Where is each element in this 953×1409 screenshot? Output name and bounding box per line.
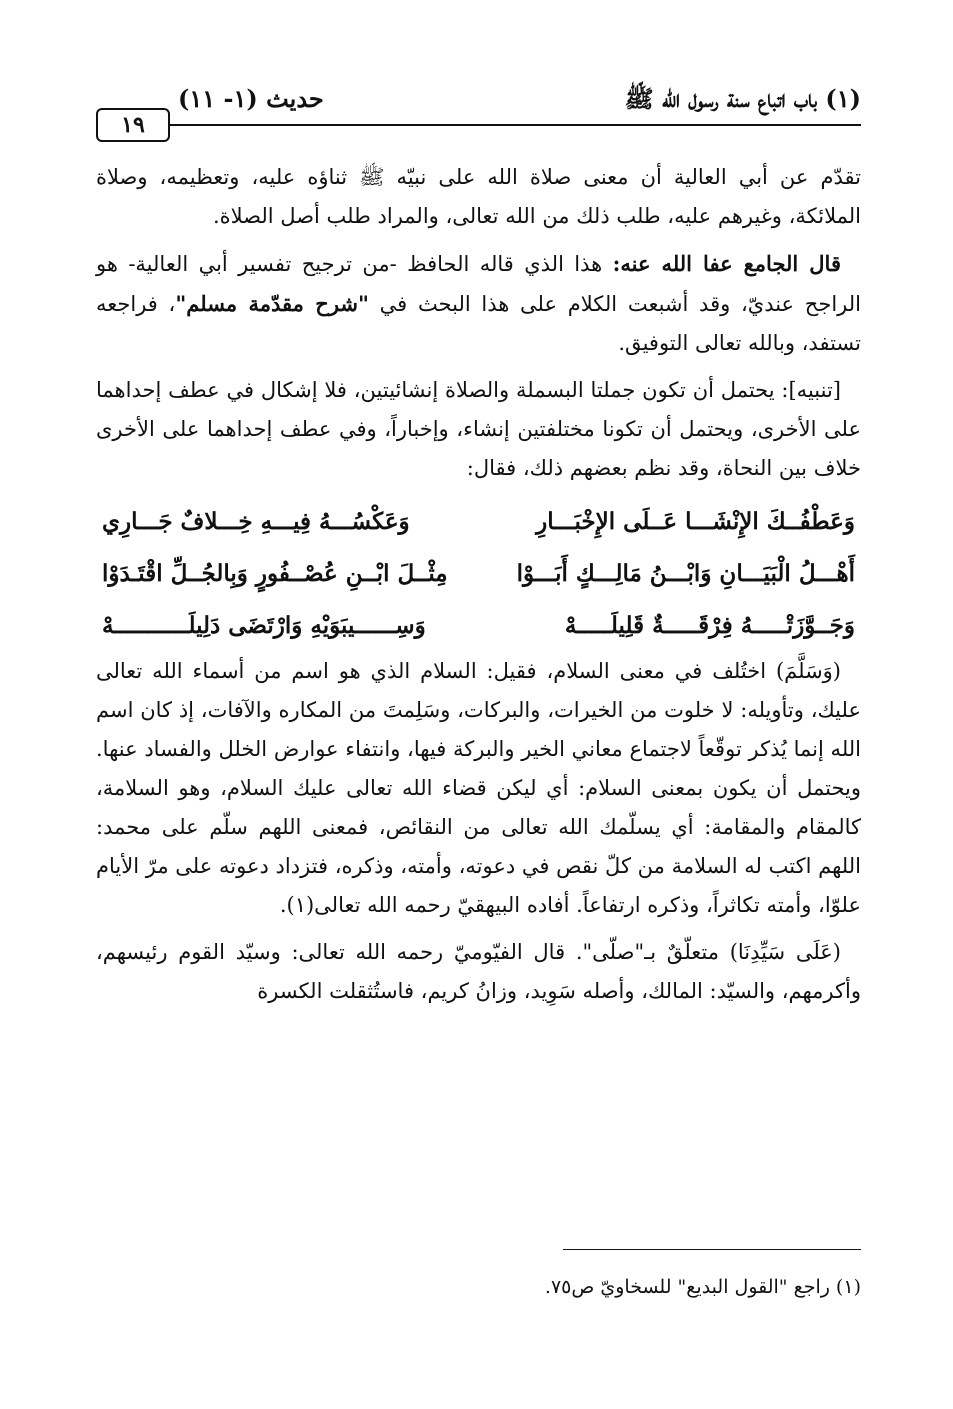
hadith-range: حديث (١- ١١) xyxy=(178,84,324,113)
page-number: ١٩ xyxy=(96,108,170,142)
verse-second-hemistich: وَسِــــــيبَوَيْهِ وَارْتَضَى دَلِيلَـــــــــــهْ xyxy=(102,612,426,639)
verse-second-hemistich: مِثْــلَ ابْــنِ عُصْــفُورٍ وَبِالجُــلِّ اقْتَـدَوْا xyxy=(102,560,448,587)
verse-first-hemistich: أَهْـــلُ الْبَيَـــانِ وَابْـــنُ مَالِـــكٍ أَبَـــوْا xyxy=(516,560,855,587)
paragraph-salat-meaning: تقدّم عن أبي العالية أن معنى صلاة الله على نبيّه ﷺ ثناؤه عليه، وتعظيمه، وصلاة الملائكة، وغيرهم عليه، طلب ذلك من الله تعالى، والمراد طلب أصل الصلاة. xyxy=(96,165,861,228)
body-text xyxy=(96,158,861,1019)
header-rule xyxy=(170,124,861,126)
paragraph-tanbih: [تنبيه]: يحتمل أن تكون جملتا البسملة والصلاة إنشائيتين، فلا إشكال في عطف إحداهما على الأخرى، ويحتمل أن تكونا مختلفتين إنشاء، وإخباراً، وفي عطف إحداهما على الأخرى خلاف بين النحاة، وقد نظم بعضهم ذلك، فقال: xyxy=(96,378,861,480)
chapter-title: (١) باب اتباع سنة رسول الله ﷺ xyxy=(624,84,861,113)
verse-line xyxy=(96,600,861,652)
verse-line xyxy=(96,548,861,600)
verse-second-hemistich: وَعَكْسُـــهُ فِيـــهِ خِـــلافٌ جَـــارِي xyxy=(102,508,410,535)
footnote: (١) راجع "القول البديع" للسخاويّ ص٧٥. xyxy=(544,1276,861,1298)
compiler-label: قال الجامع عفا الله عنه: xyxy=(612,251,841,276)
verse-first-hemistich: وَجَــوَّزَتْـــــهُ فِرْقَـــــةٌ قَلِيلَـــــهْ xyxy=(564,612,855,639)
paragraph-compiler-note xyxy=(96,244,861,363)
footnote-rule xyxy=(563,1249,861,1250)
verse-first-hemistich: وَعَطْفُــكَ الإِنْشَـــا عَــلَى الإِخْبَـــارِ xyxy=(536,508,855,535)
paragraph-salam: (وَسَلَّمَ) اختُلف في معنى السلام، فقيل: السلام الذي هو اسم من أسماء الله تعالى عليك، وتأويله: لا خلوت من الخيرات، والبركات، وسَلِمتَ من المكاره والآفات، إذ كان اسم الله إنما يُذكر توقّعاً لاجتماع معاني الخير والبركة فيها، وانتفاء عوارض الخلل والفساد عنها. ويحتمل أن يكون بمعنى السلام: أي ليكن قضاء الله تعالى عليك السلام، وهو السلامة، كالمقام والمقامة: أي يسلّمك الله تعالى من النقائص، فمعنى اللهم سلّم على محمد: اللهم اكتب له السلامة من كلّ نقص في دعوته، وأمته، وذكره، فتزداد دعوته على مرّ الأيام علوّا، وأمته تكاثراً، وذكره ارتفاعاً. أفاده البيهقيّ رحمه الله تعالى(١). xyxy=(96,659,861,917)
compiler-text-a: هذا الذي قاله الحافظ -من ترجيح تفسير أبي العالية- هو الراجح عنديّ، وقد أشبعت الكلام على هذا البحث في xyxy=(96,252,861,316)
book-reference: "شرح مقدّمة مسلم" xyxy=(175,291,369,316)
compiler-text-b: ، فراجعه تستفد، وبالله تعالى التوفيق. xyxy=(96,292,861,355)
verse-line xyxy=(96,496,861,548)
poem xyxy=(96,496,861,652)
paragraph-sayyidina: (عَلَى سَيِّدِنَا) متعلّقٌ بـ"صلّى". قال الفيّوميّ رحمه الله تعالى: وسيّد القوم رئيسهم، وأكرمهم، والسيّد: المالك، وأصله سَوِيد، وزانُ كريم، فاستُثقلت الكسرة xyxy=(96,940,861,1003)
